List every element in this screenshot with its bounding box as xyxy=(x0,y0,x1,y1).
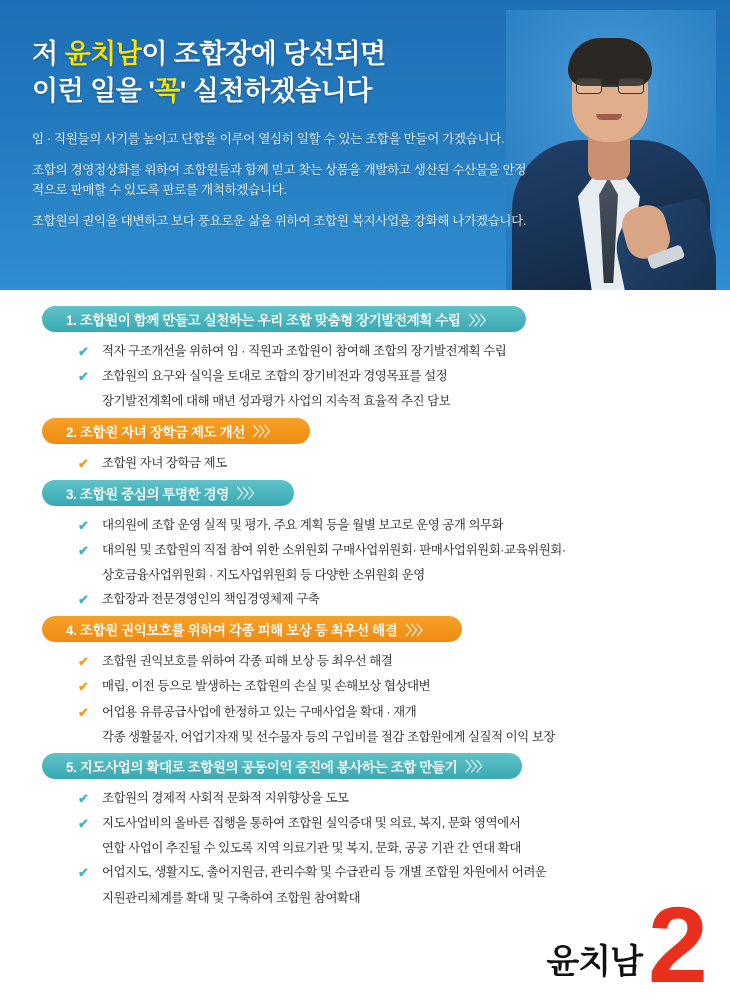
chevron-right-icon: 〉〉〉 xyxy=(236,486,260,502)
list-item xyxy=(78,342,730,362)
check-icon: ✔ xyxy=(78,704,89,720)
section-bullets xyxy=(78,652,730,747)
bullet-text: 대의원 및 조합원의 직접 참여 위한 소위원회 구매사업위원회· 판매사업위원회·교육위원회· xyxy=(102,542,566,557)
check-icon: ✔ xyxy=(78,369,89,385)
footer-signature xyxy=(546,883,704,1005)
headline-post: 이 조합장에 당선되면 xyxy=(141,39,386,69)
headline2-pre: 이런 일을 ' xyxy=(32,76,155,107)
list-item xyxy=(78,541,730,561)
list-item xyxy=(78,814,730,834)
section-title-bar xyxy=(42,616,462,642)
candidate-number: 2 xyxy=(647,883,704,1005)
check-icon: ✔ xyxy=(78,455,89,471)
check-icon: ✔ xyxy=(78,816,89,832)
candidate-photo xyxy=(506,10,716,290)
bullet-subtext: 장기발전계획에 대해 매년 성과평가 사업의 지속적 효율적 추진 담보 xyxy=(102,394,451,409)
pledge-section xyxy=(0,418,730,474)
headline2-post: ' 실천하겠습니다 xyxy=(179,76,372,107)
section-bullets xyxy=(78,789,730,908)
section-title-bar xyxy=(42,306,526,332)
list-item xyxy=(78,652,730,672)
check-icon: ✔ xyxy=(78,790,89,806)
bullet-text: 어업지도, 생활지도, 출어지원금, 관리수확 및 수급관리 등 개별 조합원 차원에서 어려운 xyxy=(102,865,547,880)
check-icon: ✔ xyxy=(78,344,89,359)
candidate-name: 윤치남 xyxy=(546,943,642,981)
list-item xyxy=(78,367,730,387)
bullet-text: 적자 구조개선을 위하여 임 · 직원과 조합원이 참여해 조합의 장기발전계획 수립 xyxy=(102,344,507,358)
section-title: 2. 조합원 자녀 장학금 제도 개선 xyxy=(66,424,245,440)
list-item xyxy=(78,789,730,809)
bullet-subtext: 연합 사업이 추진될 수 있도록 지역 의료기관 및 복지, 문화, 공공 기관 간 연대 확대 xyxy=(102,841,521,856)
photo-mouth xyxy=(596,114,622,120)
list-item xyxy=(78,677,730,697)
list-item xyxy=(78,454,730,474)
bullet-text: 조합원 자녀 장학금 제도 xyxy=(102,455,227,470)
section-title-bar xyxy=(42,418,310,444)
list-item xyxy=(78,863,730,883)
pledge-section xyxy=(0,306,730,412)
bullet-text: 조합원 권익보호를 위하여 각종 피해 보상 등 최우선 해결 xyxy=(102,654,393,669)
check-icon: ✔ xyxy=(78,679,89,695)
header-paragraphs xyxy=(32,129,532,232)
check-icon: ✔ xyxy=(78,654,89,670)
chevron-right-icon: 〉〉〉 xyxy=(405,622,429,638)
section-title: 5. 지도사업의 확대로 조합원의 공동이익 증진에 봉사하는 조합 만들기 xyxy=(66,759,458,775)
header-paragraph: 조합의 경영정상화를 위하여 조합원들과 함께 믿고 찾는 상품을 개발하고 생산된 수산물을 안정적으로 판매할 수 있도록 판로를 개척하겠습니다. xyxy=(32,162,527,197)
bullet-text: 매립, 이전 등으로 발생하는 조합원의 손실 및 손해보상 협상대변 xyxy=(102,679,431,694)
bullet-text: 조합원의 경제적 사회적 문화적 지위향상을 도모 xyxy=(102,790,349,805)
check-icon: ✔ xyxy=(78,592,89,608)
section-bullets xyxy=(78,454,730,474)
section-title: 4. 조합원 권익보호를 위하여 각종 피해 보상 등 최우선 해결 xyxy=(66,623,398,639)
section-title-bar xyxy=(42,753,522,779)
bullet-text: 조합원의 요구와 실익을 토대로 조합의 장기비전과 경영목표를 설정 xyxy=(102,369,448,384)
headline2-emphasis: 꼭 xyxy=(154,76,180,107)
header-text-block xyxy=(32,36,532,243)
bullet-text: 조합장과 전문경영인의 책임경영체제 구축 xyxy=(102,592,320,607)
check-icon: ✔ xyxy=(78,542,89,558)
check-icon: ✔ xyxy=(78,517,89,533)
bullet-text: 어업용 유류공급사업에 한정하고 있는 구매사업을 확대 · 재개 xyxy=(102,704,417,719)
list-item xyxy=(78,516,730,536)
list-item xyxy=(78,703,730,723)
glasses-icon xyxy=(576,78,644,94)
bullet-subtext: 각종 생활물자, 어업기자재 및 선수물자 등의 구입비를 절감 조합원에게 실질적 이익 보장 xyxy=(102,729,556,744)
header-paragraph: 조합원의 권익을 대변하고 보다 풍요로운 삶을 위하여 조합원 복지사업을 강화해 나가겠습니다. xyxy=(32,214,527,229)
section-title: 3. 조합원 중심의 투명한 경영 xyxy=(66,486,229,502)
section-bullets xyxy=(78,516,730,611)
chevron-right-icon: 〉〉〉 xyxy=(465,759,489,775)
bullet-subtext: 지원관리체계를 확대 및 구축하여 조합원 참여확대 xyxy=(102,890,361,905)
pledge-section xyxy=(0,616,730,747)
headline-pre: 저 xyxy=(32,39,65,69)
pledge-section xyxy=(0,753,730,908)
headline-line-1 xyxy=(32,36,532,73)
pledge-section xyxy=(0,480,730,611)
section-bullets xyxy=(78,342,730,412)
section-title-bar xyxy=(42,480,294,506)
bullet-text: 대의원에 조합 운영 실적 및 평가, 주요 계획 등을 월별 보고로 운영 공개 의무화 xyxy=(102,517,504,532)
bullet-subtext: 상호금융사업위원회 · 지도사업위원회 등 다양한 소위원회 운영 xyxy=(102,567,425,582)
check-icon: ✔ xyxy=(78,865,89,881)
headline xyxy=(32,36,532,111)
poster-header xyxy=(0,0,730,290)
headline-line-2 xyxy=(32,73,532,110)
pledge-sections xyxy=(0,290,730,908)
chevron-right-icon: 〉〉〉 xyxy=(252,424,276,439)
header-paragraph: 임 · 직원들의 사기를 높이고 단합을 이루어 열심히 일할 수 있는 조합을 만들어 가겠습니다. xyxy=(32,131,505,146)
chevron-right-icon: 〉〉〉 xyxy=(468,312,492,328)
candidate-name-highlight: 윤치남 xyxy=(64,39,142,69)
bullet-text: 지도사업비의 올바른 집행을 통하여 조합원 실익증대 및 의료, 복지, 문화 영역에서 xyxy=(102,816,521,831)
section-title: 1. 조합원이 함께 만들고 실천하는 우리 조합 맞춤형 장기발전계획 수립 xyxy=(66,313,461,328)
list-item xyxy=(78,590,730,610)
